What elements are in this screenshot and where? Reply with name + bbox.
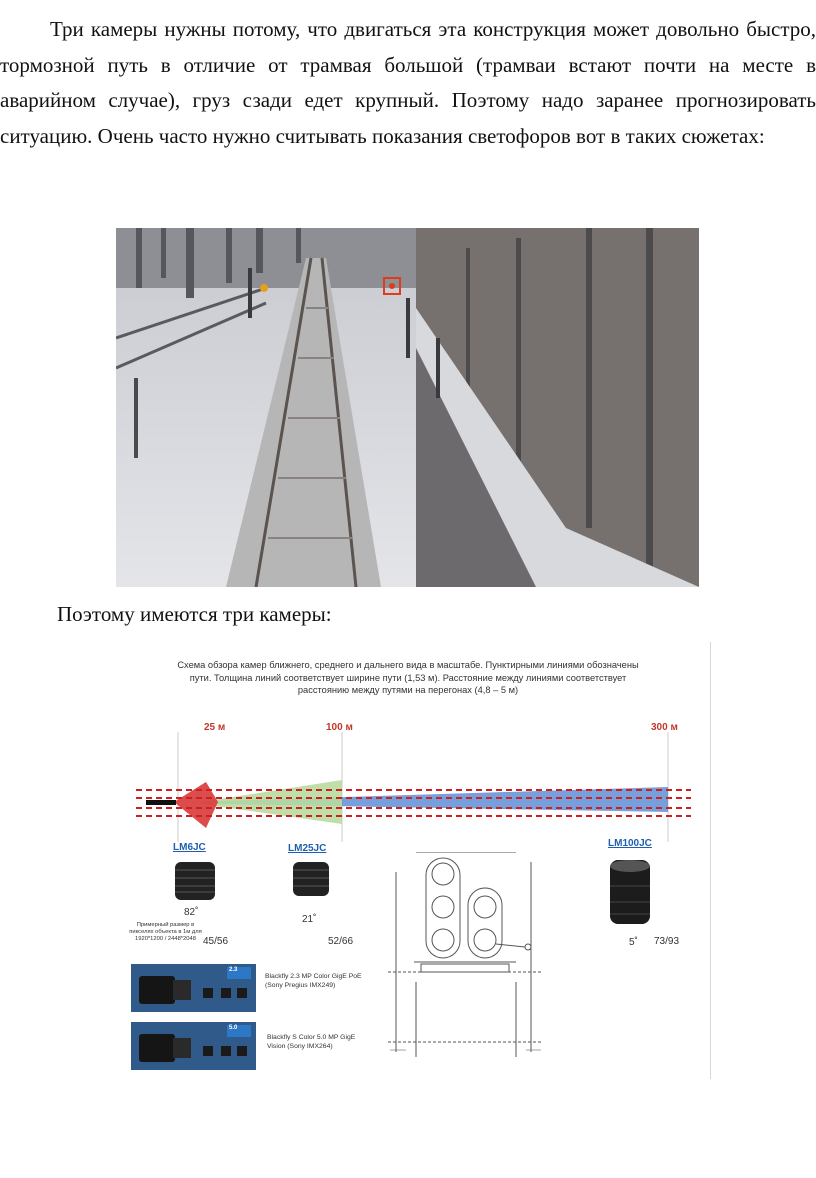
body-paragraph: Три камеры нужны потому, что двигаться эта конструкция может довольно быстро, тормозной путь в отличие от трамвая большой (трамваи встают почти на месте в аварийном случае), груз сзади едет крупный. Поэтому надо заранее прогнозировать ситуацию. Очень часто нужно считывать показания светофоров вот в таких сюжетах: [0, 17, 816, 148]
near-coverage-wedge [174, 782, 218, 828]
coverage-diagram [106, 732, 710, 842]
lens-name-lm25jc: LM25JC [288, 843, 327, 854]
signal-technical-drawing [376, 852, 566, 1057]
lens-lm25jc-image [289, 858, 333, 900]
camera-body [146, 800, 176, 805]
lens-angle-lm25jc: 21˚ [302, 914, 317, 925]
pixels-lm100jc: 73/93 [654, 936, 680, 947]
lens-name-lm100jc: LM100JC [608, 838, 652, 849]
lens-name-lm6jc: LM6JC [173, 842, 206, 853]
distance-label-100: 100 м [326, 722, 353, 733]
lens-angle-lm100jc: 5˚ [629, 937, 638, 948]
blackfly-50-text: Blackfly S Color 5.0 MP GigE Vision (Sony IMX264) [267, 1034, 356, 1050]
pixels-lm25jc: 52/66 [328, 936, 354, 947]
lens-angle-lm6jc: 82˚ [184, 907, 199, 918]
figure-description: Схема обзора камер ближнего, среднего и дальнего вида в масштабе. Пунктирными линиями обозначены пути. Толщина линий соответствует ширине пути (1,53 м). Расстояние между линиями соответствует расстоянию между путями на перегонах (4,8 – 5 м) [177, 660, 639, 695]
badge-50: 5.0 [229, 1025, 238, 1031]
mid-coverage-wedge [201, 780, 342, 824]
distance-label-25: 25 м [204, 722, 226, 733]
blackfly-23-text: Blackfly 2.3 MP Color GigE PoE (Sony Pregius IMX249) [265, 973, 362, 989]
caption: Поэтому имеются три камеры: [57, 602, 332, 626]
pixel-size-note: Примерный размер в пикселях объекта в 1м для 1920*1200 / 2448*2048 [129, 922, 202, 942]
lens-lm6jc-image [170, 858, 220, 904]
railway-photo [116, 228, 699, 587]
badge-23: 2.3 [229, 967, 238, 973]
camera-coverage-figure [106, 642, 711, 1079]
distance-label-300: 300 м [651, 722, 678, 733]
pixels-lm6jc: 45/56 [203, 936, 229, 947]
lens-lm100jc-image [604, 856, 656, 928]
